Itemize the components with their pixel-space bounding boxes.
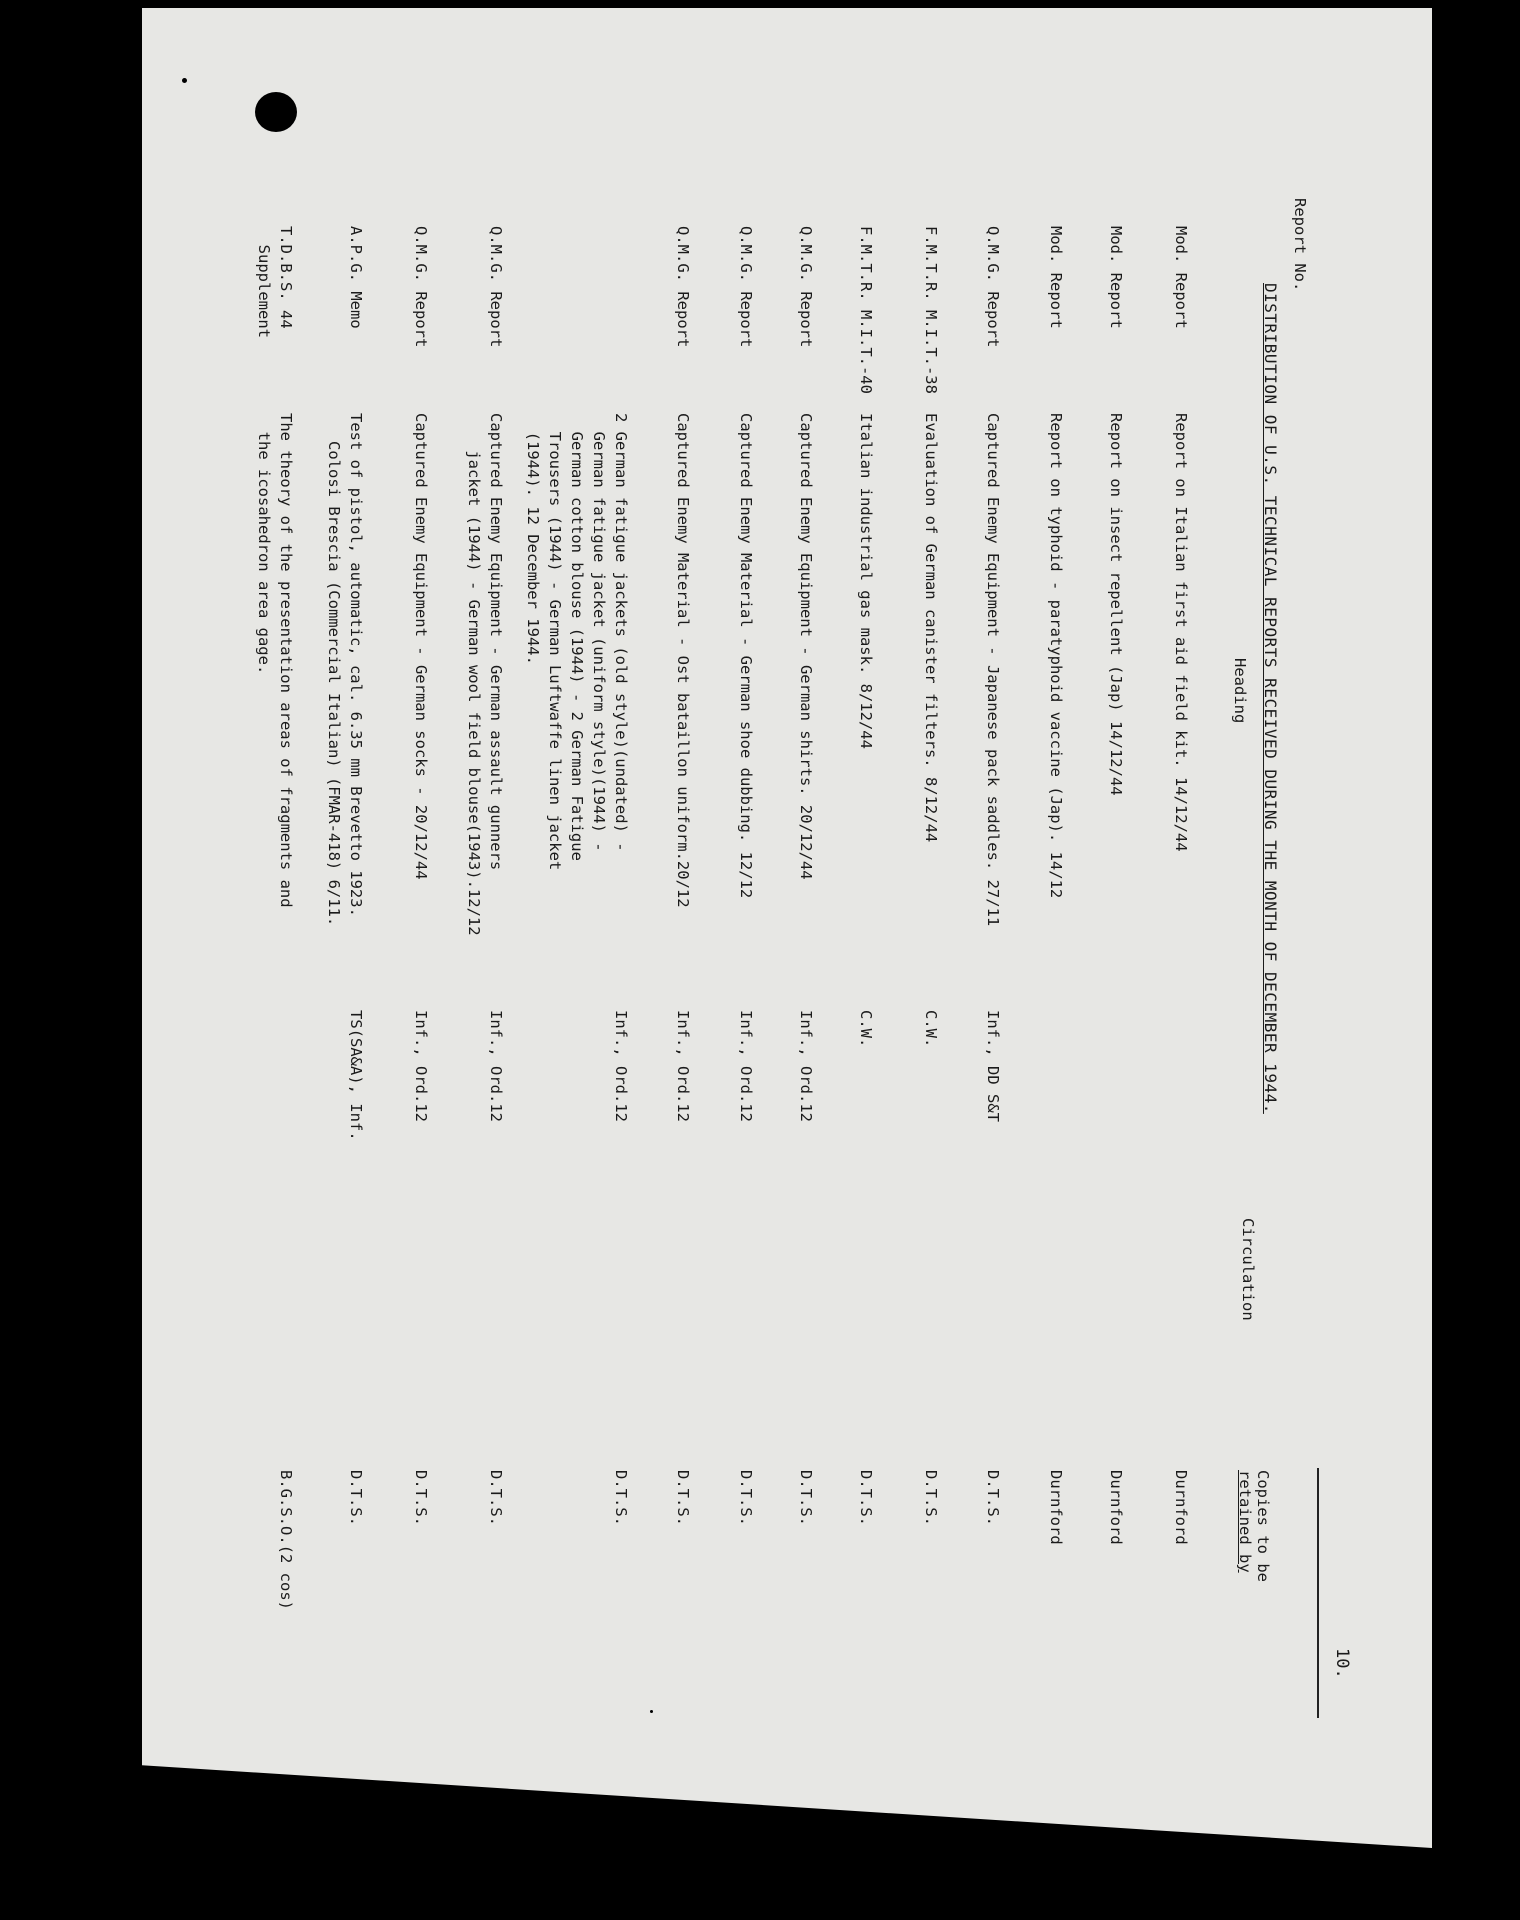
cell-report: Q.M.G. Report bbox=[487, 226, 505, 348]
cell-report: A.P.G. Memo bbox=[347, 226, 365, 329]
cell-heading: Captured Enemy Equipment - German socks - 20/12/44 bbox=[412, 413, 430, 880]
cell-heading: Captured Enemy Material - German shoe dubbing. 12/12 bbox=[737, 413, 755, 899]
cell-circulation: C.W. bbox=[857, 1010, 875, 1048]
cell-heading: 2 German fatigue jackets (old style)(undated) - German fatigue jacket (uniform style)(1944) - German cotton blouse (1944) - 2 German Fatigue Trousers (1944) - German Luftwaffe linen jacket (1944). 12 December 1944. bbox=[524, 413, 630, 871]
cell-heading: Captured Enemy Equipment - Japanese pack saddles. 27/11 bbox=[984, 413, 1002, 927]
cell-copies: D.T.S. bbox=[674, 1470, 692, 1526]
cell-report: F.M.T.R. M.I.T.-38 bbox=[922, 226, 940, 394]
cell-copies: D.T.S. bbox=[737, 1470, 755, 1526]
cell-copies: D.T.S. bbox=[347, 1470, 365, 1526]
cell-heading: Test of pistol, automatic, cal. 6.35 mm Brevetto 1923. Colosi Brescia (Commercial Italian) (FMAR-418) 6/11. bbox=[325, 413, 365, 927]
cell-heading: Captured Enemy Equipment - German shirts. 20/12/44 bbox=[797, 413, 815, 880]
cell-report: Q.M.G. Report bbox=[797, 226, 815, 348]
cell-copies: B.G.S.O.(2 cos) bbox=[277, 1470, 295, 1610]
cell-circulation: Inf., DD S&T bbox=[984, 1010, 1002, 1122]
cell-copies: D.T.S. bbox=[797, 1470, 815, 1526]
header-heading: Heading bbox=[1231, 658, 1249, 724]
header-circulation: Circulation bbox=[1239, 1218, 1257, 1321]
cell-circulation: Inf., Ord.12 bbox=[797, 1010, 815, 1122]
cell-copies: D.T.S. bbox=[857, 1470, 875, 1526]
cell-heading: Captured Enemy Equipment - German assault gunners jacket (1944) - German wool field blouse(1943).12/12 bbox=[465, 413, 505, 936]
cell-copies: D.T.S. bbox=[922, 1470, 940, 1526]
page-number: 10. bbox=[1332, 1648, 1352, 1679]
header-copies-line-2: retained by bbox=[1236, 1470, 1254, 1573]
cell-report: Q.M.G. Report bbox=[412, 226, 430, 348]
cell-report: T.D.B.S. 44 Supplement bbox=[255, 226, 295, 338]
cell-report: Mod. Report bbox=[1107, 226, 1125, 329]
cell-heading: Report on Italian first aid field kit. 14/12/44 bbox=[1172, 413, 1190, 852]
document-title: DISTRIBUTION OF U.S. TECHNICAL REPORTS RECEIVED DURING THE MONTH OF DECEMBER 1944. bbox=[1261, 283, 1280, 1114]
cell-copies: Durnford bbox=[1172, 1470, 1190, 1545]
header-copies-line-1: Copies to be bbox=[1254, 1470, 1272, 1582]
cell-report: Q.M.G. Report bbox=[674, 226, 692, 348]
cell-report: F.M.T.R. M.I.T.-40 bbox=[857, 226, 875, 394]
cell-report: Mod. Report bbox=[1172, 226, 1190, 329]
cell-heading: Italian industrial gas mask. 8/12/44 bbox=[857, 413, 875, 749]
cell-circulation: Inf., Ord.12 bbox=[487, 1010, 505, 1122]
header-report-no: Report No. bbox=[1291, 198, 1309, 292]
cell-circulation: Inf., Ord.12 bbox=[737, 1010, 755, 1122]
header-underline bbox=[1317, 1468, 1319, 1718]
cell-copies: Durnford bbox=[1107, 1470, 1125, 1545]
cell-heading: The theory of the presentation areas of fragments and the icosahedron area gage. bbox=[255, 413, 295, 908]
cell-circulation: TS(SA&A), Inf. bbox=[347, 1010, 365, 1141]
cell-copies: D.T.S. bbox=[487, 1470, 505, 1526]
cell-report: Mod. Report bbox=[1047, 226, 1065, 329]
cell-copies: Durnford bbox=[1047, 1470, 1065, 1545]
rotated-report-page bbox=[142, 8, 1432, 1848]
cell-report: Q.M.G. Report bbox=[737, 226, 755, 348]
cell-circulation: Inf., Ord.12 bbox=[612, 1010, 630, 1122]
cell-heading: Evaluation of German canister filters. 8/12/44 bbox=[922, 413, 940, 843]
cell-copies: D.T.S. bbox=[412, 1470, 430, 1526]
cell-heading: Report on typhoid - paratyphoid vaccine (Jap). 14/12 bbox=[1047, 413, 1065, 899]
cell-circulation: Inf., Ord.12 bbox=[674, 1010, 692, 1122]
cell-heading: Captured Enemy Material - Ost bataillon uniform.20/12 bbox=[674, 413, 692, 908]
cell-report: Q.M.G. Report bbox=[984, 226, 1002, 348]
cell-copies: D.T.S. bbox=[984, 1470, 1002, 1526]
cell-heading: Report on insect repellent (Jap) 14/12/44 bbox=[1107, 413, 1125, 796]
cell-circulation: Inf., Ord.12 bbox=[412, 1010, 430, 1122]
cell-copies: D.T.S. bbox=[612, 1470, 630, 1526]
cell-circulation: C.W. bbox=[922, 1010, 940, 1048]
